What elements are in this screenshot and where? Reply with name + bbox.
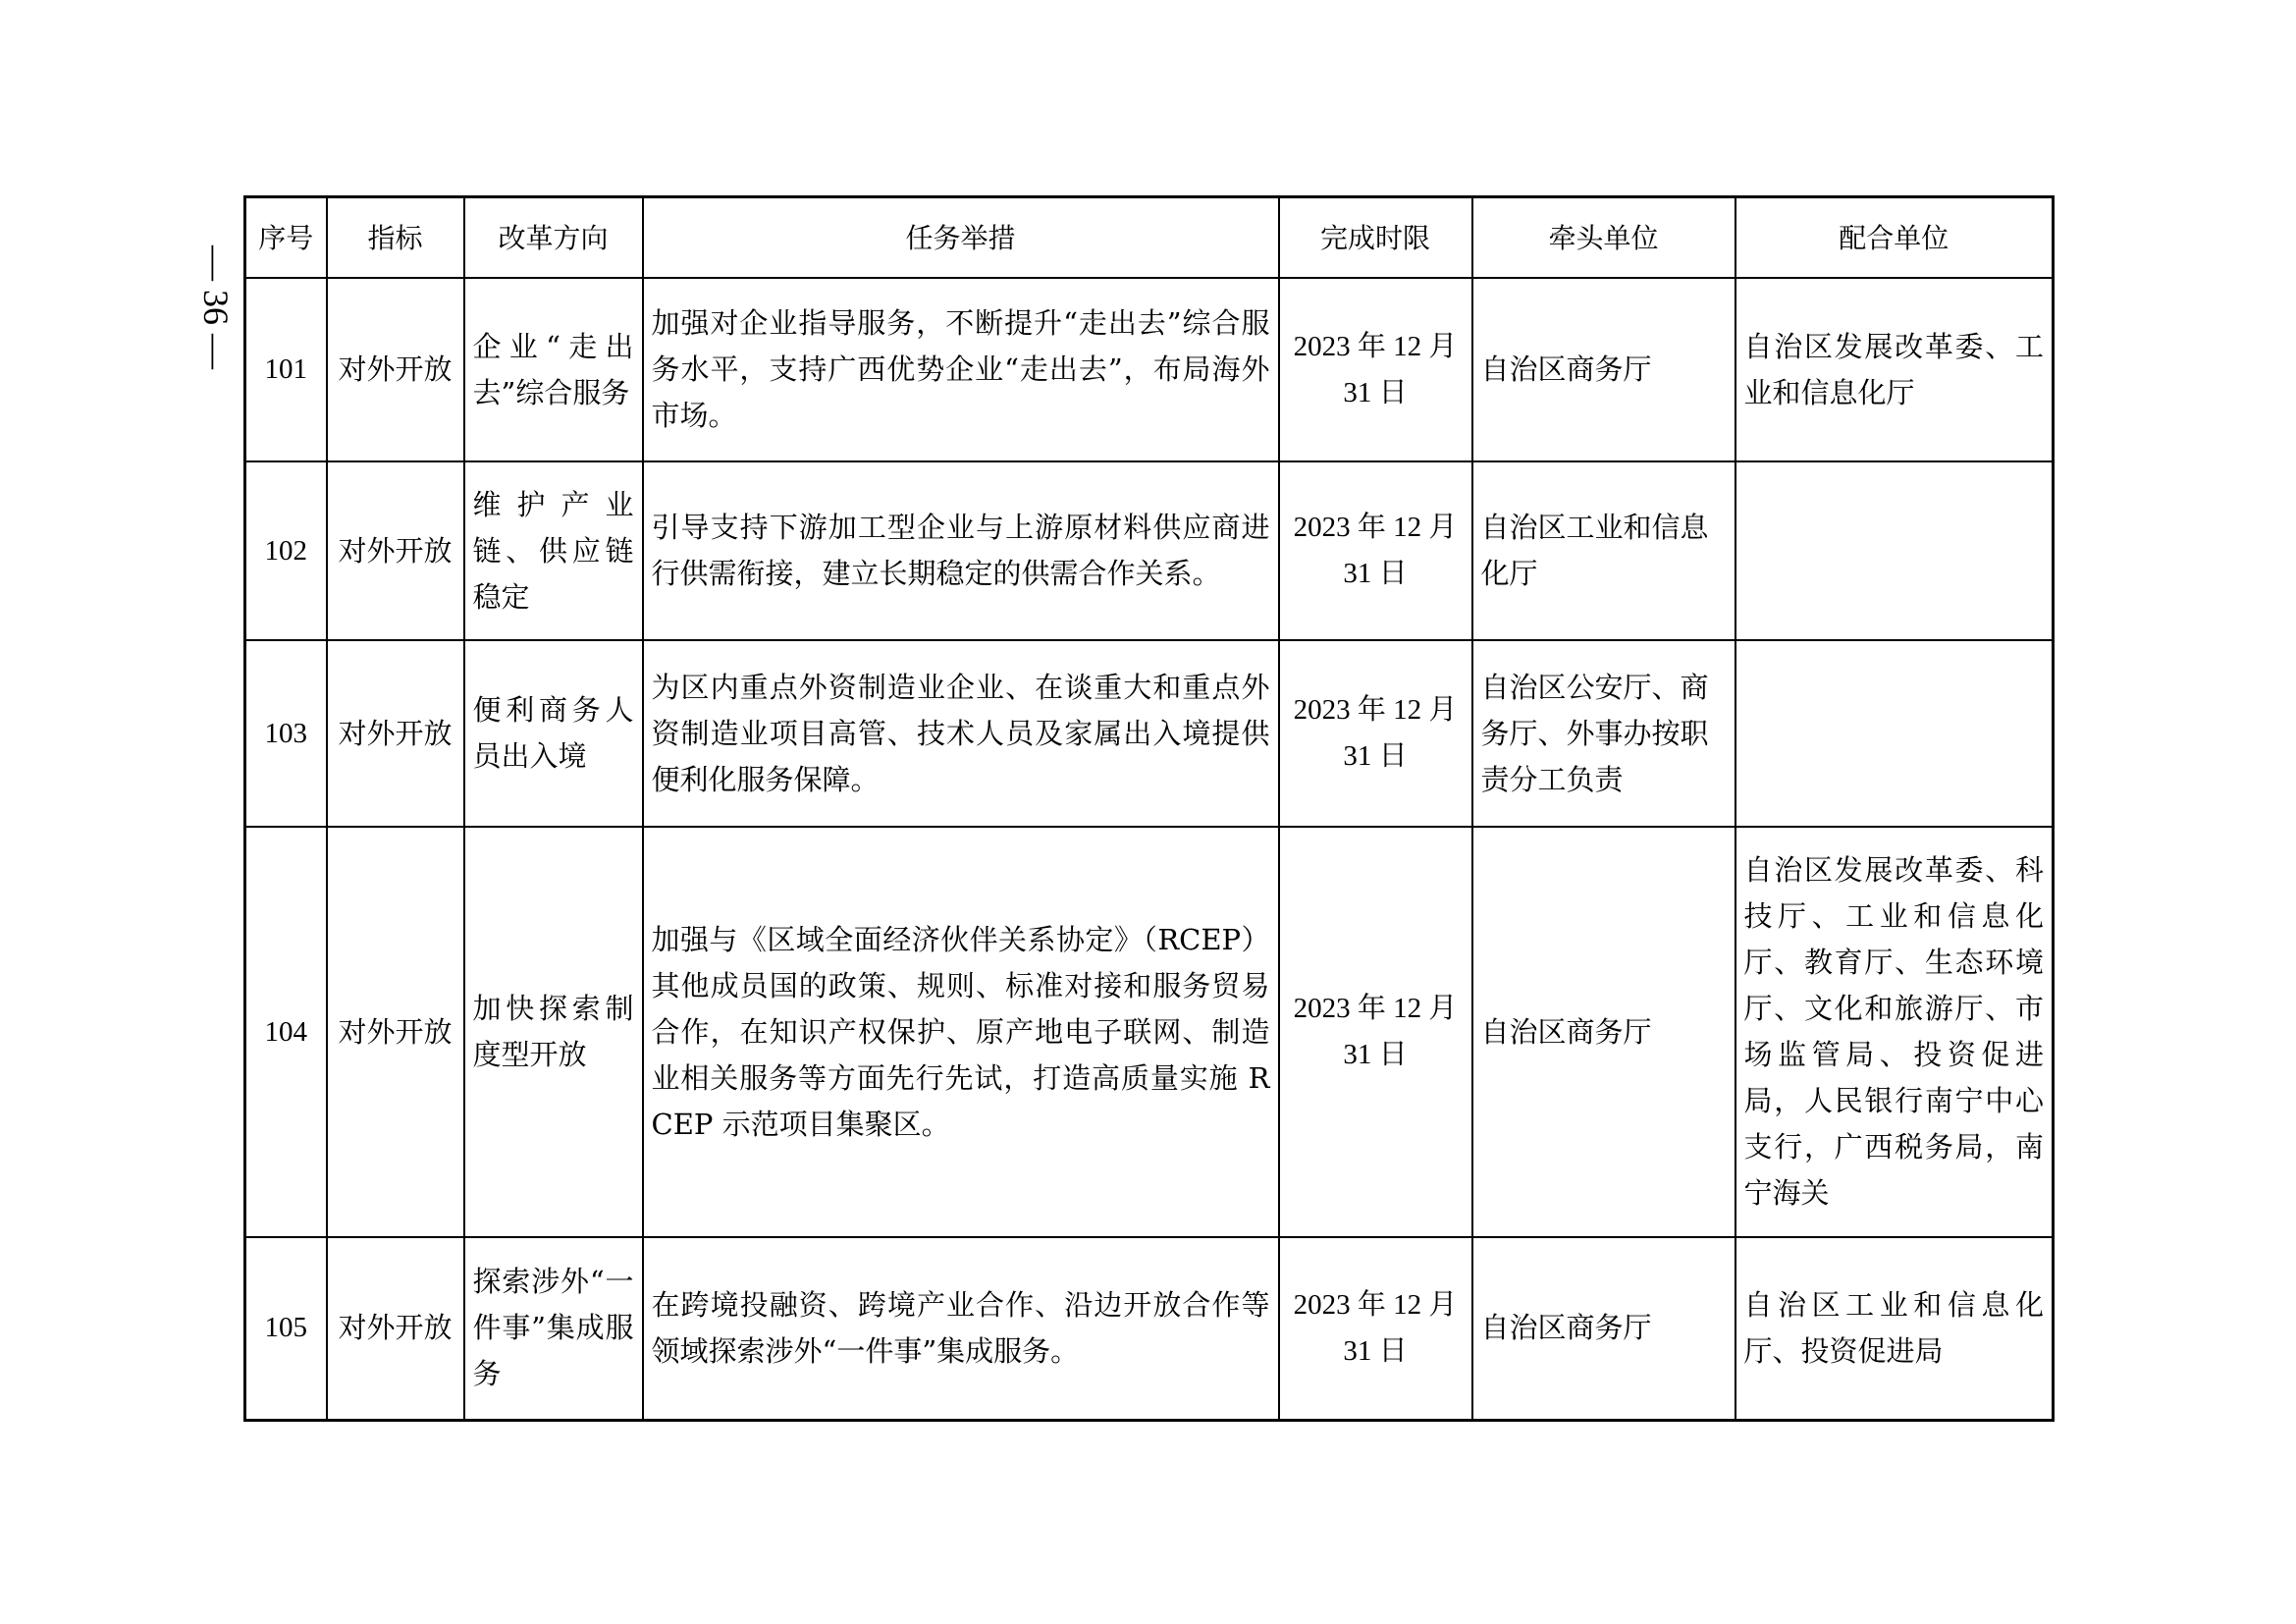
deadline-day: 31 日: [1343, 1334, 1408, 1367]
cell-coop: [1735, 640, 2054, 827]
table-row: [245, 640, 2054, 827]
deadline-date: 2023 年 12 月: [1293, 993, 1458, 1024]
cell-lead: 自治区商务厅: [1472, 827, 1735, 1237]
cell-coop: 自治区工业和信息化厅、投资促进局: [1735, 1237, 2054, 1420]
cell-deadline: [1279, 827, 1472, 1237]
deadline-date: 2023 年 12 月: [1293, 512, 1458, 543]
cell-measure: 为区内重点外资制造业企业、在谈重大和重点外资制造业项目高管、技术人员及家属出入境提供便利化服务保障。: [643, 640, 1279, 827]
header-indicator: 指标: [327, 197, 464, 279]
cell-direction: 企业“走出去”综合服务: [464, 278, 643, 461]
table-row: [245, 461, 2054, 640]
cell-direction: 维护产业链、供应链稳定: [464, 461, 643, 640]
table-row: [245, 1237, 2054, 1420]
cell-lead: 自治区商务厅: [1472, 1237, 1735, 1420]
cell-deadline: [1279, 1237, 1472, 1420]
deadline-day: 31 日: [1343, 1039, 1408, 1070]
table-row: [245, 278, 2054, 461]
cell-measure: 在跨境投融资、跨境产业合作、沿边开放合作等领域探索涉外“一件事”集成服务。: [643, 1237, 1279, 1420]
cell-coop: 自治区发展改革委、工业和信息化厅: [1735, 278, 2054, 461]
header-deadline: 完成时限: [1279, 197, 1472, 279]
header-coop: 配合单位: [1735, 197, 2054, 279]
table-row: [245, 827, 2054, 1237]
deadline-date: 2023 年 12 月: [1293, 694, 1458, 726]
cell-direction: 加快探索制度型开放: [464, 827, 643, 1237]
cell-indicator: 对外开放: [327, 1237, 464, 1420]
cell-indicator: 对外开放: [327, 640, 464, 827]
cell-seq: 101: [245, 278, 327, 461]
header-seq: 序号: [245, 197, 327, 279]
header-direction: 改革方向: [464, 197, 643, 279]
cell-indicator: 对外开放: [327, 278, 464, 461]
deadline-day: 31 日: [1343, 558, 1408, 589]
cell-indicator: 对外开放: [327, 827, 464, 1237]
cell-deadline: [1279, 640, 1472, 827]
cell-seq: 103: [245, 640, 327, 827]
cell-direction: 探索涉外“一件事”集成服务: [464, 1237, 643, 1420]
cell-deadline: [1279, 461, 1472, 640]
page-number: — 36 —: [196, 245, 236, 369]
deadline-day: 31 日: [1343, 740, 1408, 772]
cell-measure: 加强对企业指导服务，不断提升“走出去”综合服务水平，支持广西优势企业“走出去”，布局海外市场。: [643, 278, 1279, 461]
deadline-date: 2023 年 12 月: [1293, 330, 1458, 362]
cell-indicator: 对外开放: [327, 461, 464, 640]
cell-measure: 引导支持下游加工型企业与上游原材料供应商进行供需衔接，建立长期稳定的供需合作关系。: [643, 461, 1279, 640]
cell-lead: 自治区商务厅: [1472, 278, 1735, 461]
cell-seq: 104: [245, 827, 327, 1237]
cell-measure: 加强与《区域全面经济伙伴关系协定》（RCEP）其他成员国的政策、规则、标准对接和服务贸易合作，在知识产权保护、原产地电子联网、制造业相关服务等方面先行先试，打造高质量实施 RCEP 示范项目集聚区。: [643, 827, 1279, 1237]
task-table: [243, 195, 2055, 1422]
cell-coop: 自治区发展改革委、科技厅、工业和信息化厅、教育厅、生态环境厅、文化和旅游厅、市场监管局、投资促进局，人民银行南宁中心支行，广西税务局，南宁海关: [1735, 827, 2054, 1237]
cell-deadline: [1279, 278, 1472, 461]
cell-seq: 105: [245, 1237, 327, 1420]
cell-coop: [1735, 461, 2054, 640]
header-lead: 牵头单位: [1472, 197, 1735, 279]
cell-lead: 自治区公安厅、商务厅、外事办按职责分工负责: [1472, 640, 1735, 827]
cell-lead: 自治区工业和信息化厅: [1472, 461, 1735, 640]
cell-seq: 102: [245, 461, 327, 640]
cell-direction: 便利商务人员出入境: [464, 640, 643, 827]
deadline-date: 2023 年 12 月: [1293, 1288, 1458, 1321]
header-row: [245, 197, 2054, 279]
header-measure: 任务举措: [643, 197, 1279, 279]
deadline-day: 31 日: [1343, 376, 1408, 408]
